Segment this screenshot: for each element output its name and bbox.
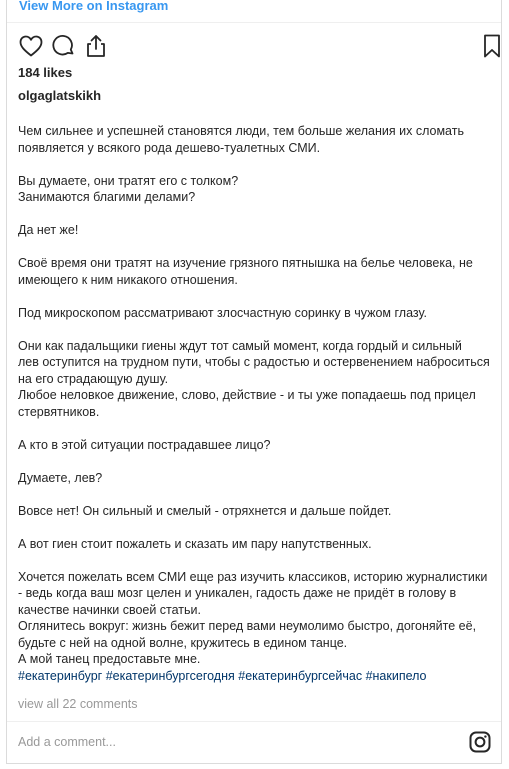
hashtag-row — [18, 668, 496, 685]
caption-line: А кто в этой ситуации пострадавшее лицо? — [18, 437, 271, 452]
heart-icon[interactable] — [18, 33, 44, 59]
bookmark-icon[interactable] — [479, 33, 505, 59]
caption-line: стервятников. — [18, 404, 100, 419]
caption-line: Вы думаете, они тратят его с толком? — [18, 173, 239, 188]
caption-paragraph — [18, 470, 496, 487]
caption-text — [18, 123, 496, 668]
username-link[interactable]: olgaglatskikh — [18, 88, 102, 103]
caption-line: на его страдающую душу. — [18, 371, 169, 386]
action-bar — [7, 33, 501, 59]
caption-paragraph — [18, 503, 496, 520]
caption-line: лев оступится на трудном пути, чтобы с радостью и остервенением наброситься — [18, 355, 490, 369]
view-all-comments-link[interactable]: view all 22 comments — [18, 697, 138, 711]
hashtag-link[interactable]: #екатеринбургсейчас — [238, 668, 363, 683]
caption-line: будьте с ней на одной волне, кружитесь в едином танце. — [18, 635, 348, 650]
caption-paragraph — [18, 338, 496, 421]
caption-line: Своё время они тратят на изучение грязного пятнышка на белье человека, не — [18, 256, 473, 270]
caption-paragraph — [18, 569, 496, 668]
caption-paragraph — [18, 123, 496, 156]
caption-paragraph — [18, 305, 496, 322]
caption-line: Любое неловкое движение, слово, действие - и ты уже попадаешь под прицел — [18, 388, 476, 402]
caption-paragraph — [18, 222, 496, 239]
caption-line: Оглянитесь вокруг: жизнь бежит перед вами неумолимо быстро, догоняйте её, — [18, 619, 477, 633]
caption-paragraph — [18, 255, 496, 288]
caption-line: Вовсе нет! Он сильный и смелый - отряхнется и дальше пойдет. — [18, 503, 392, 518]
divider — [7, 721, 501, 722]
caption-line: качестве начинки своей статьи. — [18, 602, 202, 617]
divider — [7, 22, 501, 23]
hashtag-link[interactable]: #накипело — [365, 668, 427, 683]
caption-line: - ведь когда ваш мозг целен и уникален, гадость даже не придёт в голову в — [18, 586, 457, 600]
caption-line: появляется у всякого рода дешево-туалетных СМИ. — [18, 140, 321, 155]
caption-paragraph — [18, 536, 496, 553]
view-more-on-instagram-link[interactable]: View More on Instagram — [19, 0, 169, 13]
share-icon[interactable] — [83, 33, 109, 59]
caption-line: Занимаются благими делами? — [18, 190, 196, 204]
post-caption — [18, 123, 496, 684]
caption-line: А вот гиен стоит пожалеть и сказать им пару напутственных. — [18, 536, 372, 551]
likes-count[interactable]: 184 likes — [18, 65, 73, 80]
hashtag-link[interactable]: #екатеринбург — [18, 668, 103, 683]
caption-paragraph — [18, 437, 496, 454]
caption-line: Думаете, лев? — [18, 470, 103, 485]
caption-line: Они как падальщики гиены ждут тот самый момент, когда гордый и сильный — [18, 338, 462, 353]
caption-line: Под микроскопом рассматривают злосчастную соринку в чужом глазу. — [18, 305, 427, 320]
caption-paragraph — [18, 173, 496, 206]
instagram-logo-icon[interactable] — [469, 731, 491, 753]
hashtag-link[interactable]: #екатеринбургсегодня — [105, 668, 235, 683]
caption-line: Хочется пожелать всем СМИ еще раз изучить классиков, историю журналистики — [18, 569, 488, 584]
add-comment-input[interactable] — [18, 730, 458, 754]
instagram-embed-card — [6, 0, 502, 764]
caption-line: имеющего к ним никакого отношения. — [18, 272, 238, 287]
caption-line: Чем сильнее и успешней становятся люди, тем больше желания их сломать — [18, 124, 464, 138]
comment-bubble-icon[interactable] — [51, 33, 77, 59]
caption-line: Да нет же! — [18, 223, 79, 237]
caption-line: А мой танец предоставьте мне. — [18, 652, 201, 666]
